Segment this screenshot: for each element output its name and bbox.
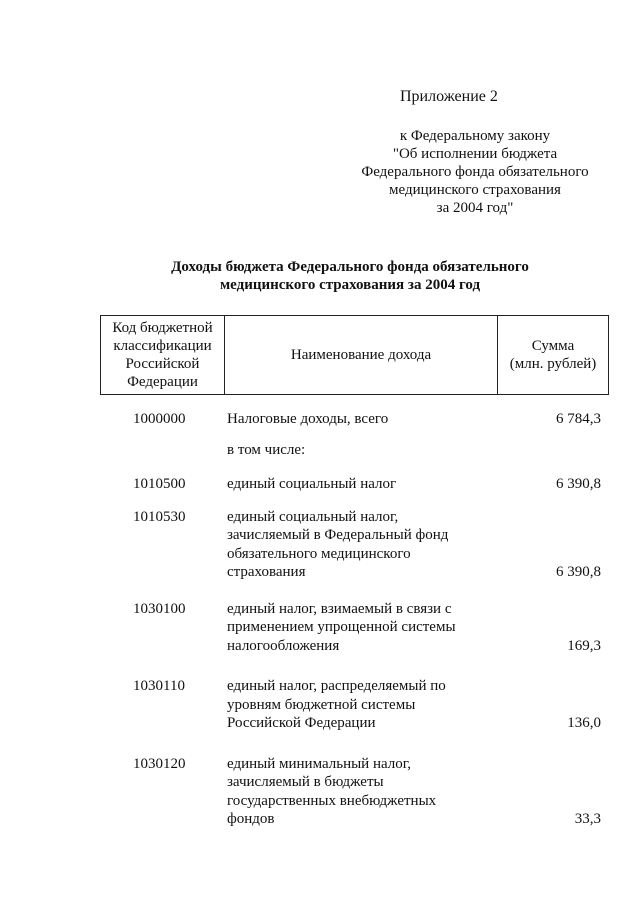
row-name-line: фондов xyxy=(227,811,275,827)
row-name-line: в том числе: xyxy=(227,441,306,458)
table-row xyxy=(100,441,609,460)
annex-line: "Об исполнении бюджета xyxy=(392,146,558,162)
document-title-line: Доходы бюджета Федерального фонда обязательного xyxy=(171,259,529,275)
header-sum-cell xyxy=(498,316,608,394)
table-row xyxy=(100,600,609,656)
row-name-line: единый минимальный налог, xyxy=(227,755,411,772)
annex-reference xyxy=(340,127,610,217)
header-code-line: Федерации xyxy=(127,374,198,390)
annex-line: Федерального фонда обязательного xyxy=(361,164,589,180)
header-name-cell xyxy=(225,316,498,394)
header-code-line: классификации xyxy=(113,338,212,354)
row-code: 1010530 xyxy=(133,508,186,525)
annex-line: к Федеральному закону xyxy=(399,128,551,144)
table-body xyxy=(100,410,609,845)
table-row xyxy=(100,508,609,582)
row-name xyxy=(227,677,477,733)
row-name-line: зачисляемый в Федеральный фонд xyxy=(227,527,449,543)
header-name-line: Наименование дохода xyxy=(290,347,432,363)
row-name xyxy=(227,410,477,429)
table-row xyxy=(100,410,609,429)
row-name-line: единый социальный налог xyxy=(227,476,397,492)
row-name xyxy=(227,475,477,494)
row-name-line: страхования xyxy=(227,564,306,580)
row-amount: 6 390,8 xyxy=(556,476,601,492)
row-name-line: единый социальный налог, xyxy=(227,508,399,525)
row-name-line: уровням бюджетной системы xyxy=(227,696,416,713)
row-name-line: применением упрощенной системы xyxy=(227,619,456,635)
row-name-line: обязательного медицинского xyxy=(227,545,411,562)
table-row xyxy=(100,677,609,733)
row-name xyxy=(227,508,477,582)
row-amount: 169,3 xyxy=(567,637,601,654)
header-code-line: Российской xyxy=(125,356,200,372)
header-sum-line: Сумма xyxy=(531,338,575,354)
row-name-line: Налоговые доходы, всего xyxy=(227,411,389,427)
row-code: 1030110 xyxy=(133,678,185,694)
row-name-line: зачисляемый в бюджеты xyxy=(227,774,384,790)
row-code: 1030100 xyxy=(133,600,186,617)
table-row xyxy=(100,755,609,829)
row-name-line: единый налог, распределяемый по xyxy=(227,678,446,694)
row-code: 1030120 xyxy=(133,755,186,772)
row-amount: 6 784,3 xyxy=(556,411,601,427)
row-name-line: Российской Федерации xyxy=(227,715,376,731)
row-amount: 136,0 xyxy=(567,715,601,731)
row-amount: 6 390,8 xyxy=(556,564,601,580)
annex-title: Приложение 2 xyxy=(400,88,498,105)
row-code: 1010500 xyxy=(133,476,186,492)
row-name xyxy=(227,755,477,829)
row-amount: 33,3 xyxy=(574,811,601,827)
document-title xyxy=(100,258,600,294)
document-title-line: медицинского страхования за 2004 год xyxy=(219,277,481,293)
annex-line: за 2004 год" xyxy=(436,200,514,216)
row-name-line: государственных внебюджетных xyxy=(227,792,437,809)
table-header xyxy=(100,315,609,395)
header-sum-line: (млн. рублей) xyxy=(509,356,597,372)
row-name xyxy=(227,600,477,656)
row-name-line: единый налог, взимаемый в связи с xyxy=(227,600,452,617)
row-code: 1000000 xyxy=(133,411,186,427)
header-code-line: Код бюджетной xyxy=(112,320,213,336)
header-code-cell xyxy=(101,316,225,394)
row-name xyxy=(227,441,477,460)
row-name-line: налогообложения xyxy=(227,637,340,654)
annex-line: медицинского страхования xyxy=(389,182,561,198)
table-row xyxy=(100,475,609,494)
